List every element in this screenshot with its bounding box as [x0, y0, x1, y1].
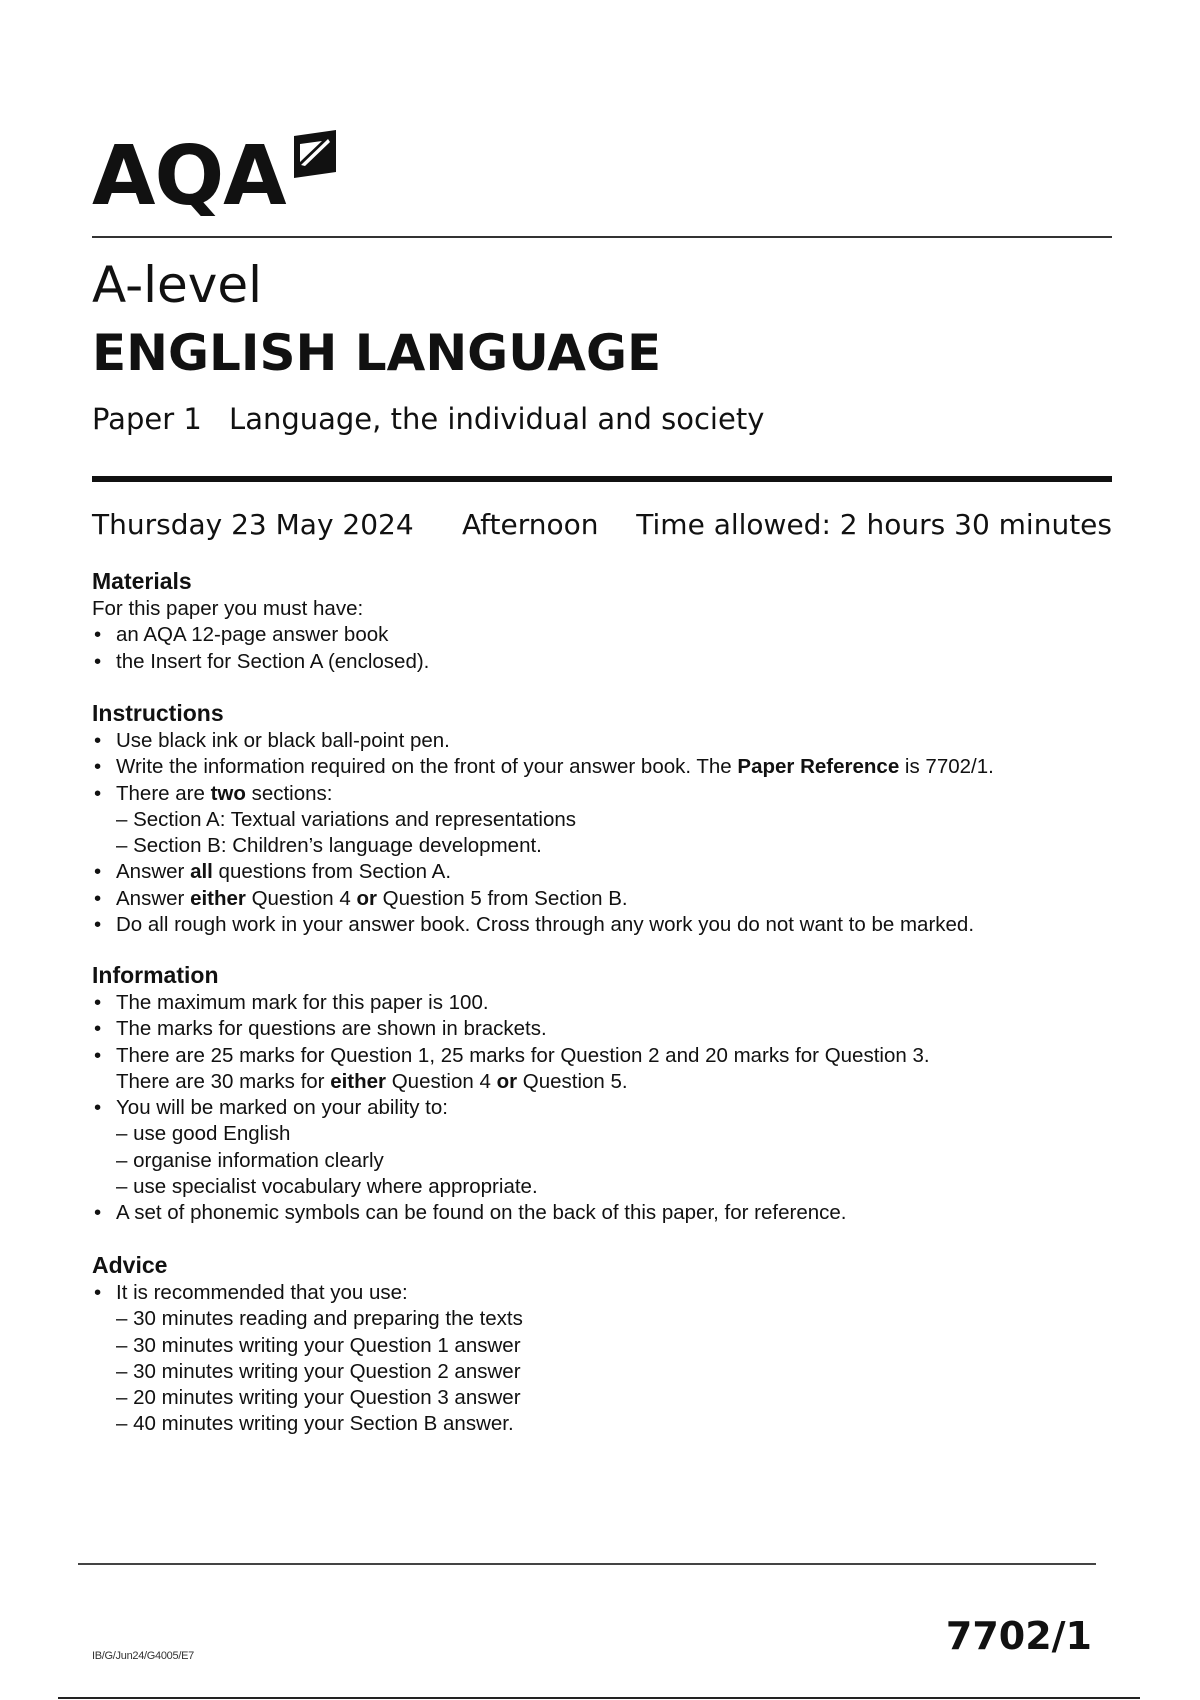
header-divider [92, 236, 1112, 238]
sub-list [92, 1121, 1112, 1200]
aqa-tick-icon [292, 130, 338, 182]
exam-date: Thursday 23 May 2024 [92, 508, 414, 541]
sub-list-item: – Section B: Children’s language development. [116, 833, 1112, 859]
paper-line [92, 402, 764, 437]
materials-section [92, 566, 1112, 675]
sub-list [92, 1306, 1112, 1437]
list-item: • Do all rough work in your answer book. Cross through any work you do not want to be marked. [92, 912, 1112, 938]
instructions-list [92, 728, 1112, 938]
aqa-logo [92, 108, 338, 224]
footer-divider [78, 1563, 1096, 1565]
sub-list-item: – organise information clearly [116, 1148, 1112, 1174]
list-item: • You will be marked on your ability to: – use good English – organise information clearly – use specialist vocabulary where appropriate. [92, 1095, 1112, 1200]
list-item: • Use black ink or black ball-point pen. [92, 728, 1112, 754]
list-item: • It is recommended that you use: – 30 minutes reading and preparing the texts – 30 minutes writing your Question 1 answer – 30 minutes writing your Question 2 answer – 20 minutes writing your Question 3 answer – 40 minutes writing your Section B answer. [92, 1280, 1112, 1438]
information-section [92, 960, 1112, 1227]
list-item: • Answer all questions from Section A. [92, 859, 1112, 885]
information-list [92, 990, 1112, 1227]
paper-title: Language, the individual and society [229, 402, 765, 436]
list-item: • There are two sections: – Section A: Textual variations and representations – Section B: Children’s language development. [92, 781, 1112, 860]
list-item: • The marks for questions are shown in brackets. [92, 1016, 1112, 1042]
sub-list-item: – use good English [116, 1121, 1112, 1147]
logo-text: AQA [92, 129, 286, 224]
title-divider [92, 476, 1112, 482]
sub-list-item: – use specialist vocabulary where appropriate. [116, 1174, 1112, 1200]
sub-list-item: – 20 minutes writing your Question 3 answer [116, 1385, 1112, 1411]
instructions-section [92, 698, 1112, 938]
subject-title: ENGLISH LANGUAGE [92, 324, 662, 382]
page-bottom-rule [58, 1697, 1140, 1699]
instructions-heading: Instructions [92, 700, 224, 726]
information-heading: Information [92, 962, 219, 988]
sub-list-item: – 30 minutes reading and preparing the texts [116, 1306, 1112, 1332]
exam-session: Afternoon [462, 508, 599, 541]
list-item: • The maximum mark for this paper is 100. [92, 990, 1112, 1016]
paper-code: 7702/1 [945, 1614, 1092, 1658]
advice-section [92, 1250, 1112, 1438]
list-item: • an AQA 12-page answer book [92, 622, 1112, 648]
advice-heading: Advice [92, 1252, 168, 1278]
time-allowed: Time allowed: 2 hours 30 minutes [636, 508, 1112, 541]
list-item: • A set of phonemic symbols can be found on the back of this paper, for reference. [92, 1200, 1112, 1226]
sub-list-item: – 30 minutes writing your Question 2 answer [116, 1359, 1112, 1385]
list-item: • Answer either Question 4 or Question 5 from Section B. [92, 886, 1112, 912]
paper-number: Paper 1 [92, 402, 202, 436]
list-item: • the Insert for Section A (enclosed). [92, 649, 1112, 675]
advice-list [92, 1280, 1112, 1438]
qualification-level: A-level [92, 256, 263, 314]
materials-intro: For this paper you must have: [92, 597, 364, 620]
materials-list [92, 622, 1112, 675]
list-item: • There are 25 marks for Question 1, 25 marks for Question 2 and 20 marks for Question 3. There are 30 marks for either Question 4 or Question 5. [92, 1043, 1112, 1096]
list-item: • Write the information required on the front of your answer book. The Paper Reference is 7702/1. [92, 754, 1112, 780]
document-reference: IB/G/Jun24/G4005/E7 [92, 1650, 194, 1662]
materials-heading: Materials [92, 568, 192, 594]
sub-list-item: – 40 minutes writing your Section B answer. [116, 1411, 1112, 1437]
sub-list-item: – Section A: Textual variations and representations [116, 807, 1112, 833]
sub-list-item: – 30 minutes writing your Question 1 answer [116, 1333, 1112, 1359]
sub-list [92, 807, 1112, 860]
